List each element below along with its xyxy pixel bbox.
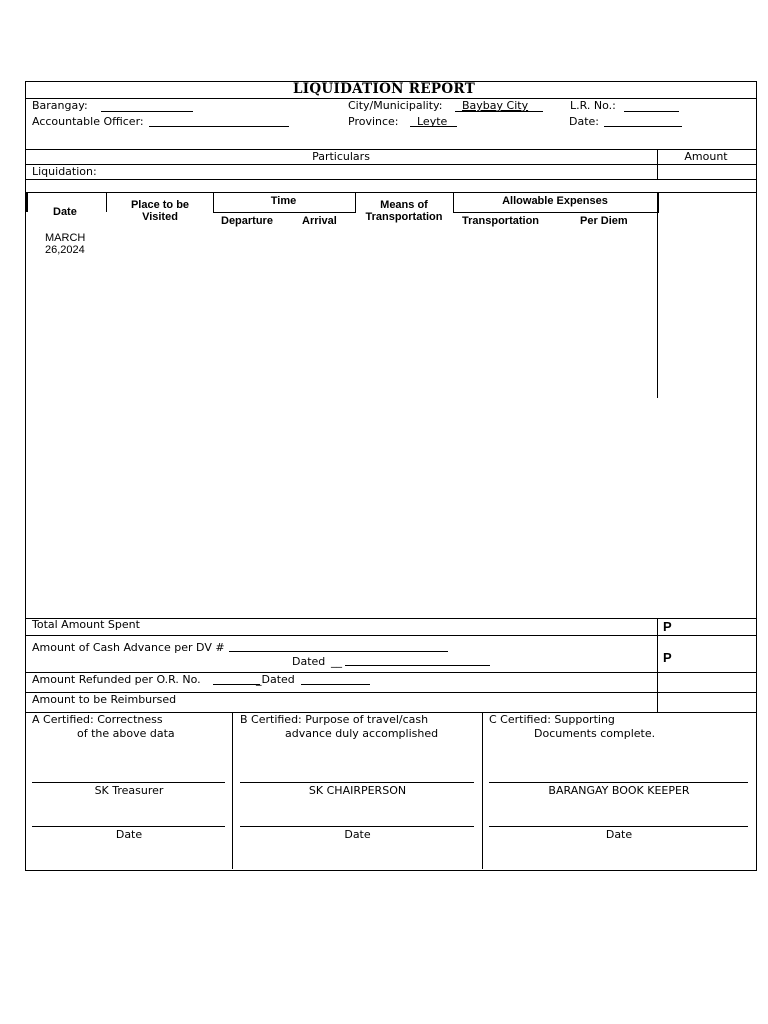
- cert-b-signature-line[interactable]: [240, 782, 474, 783]
- time-column-header: Time: [270, 195, 297, 207]
- total-spent-symbol: P: [663, 619, 672, 634]
- date-field[interactable]: [604, 126, 682, 127]
- cert-b-date-line[interactable]: [240, 826, 474, 827]
- barangay-label: Barangay:: [32, 99, 88, 112]
- date-column-header: Date: [53, 206, 77, 218]
- cash-advance-dv-field[interactable]: [229, 651, 448, 652]
- cert-divider-bc: [482, 713, 483, 869]
- barangay-field[interactable]: [101, 111, 193, 112]
- cert-c-date-label: Date: [605, 828, 633, 841]
- date-col-divider: [106, 193, 107, 212]
- means-column-header-line1: Means of: [380, 199, 428, 211]
- date-col-left-border: [26, 193, 28, 212]
- liquidation-label: Liquidation:: [32, 165, 97, 178]
- cert-b-line2: advance duly accomplished: [285, 727, 439, 740]
- cash-advance-symbol: P: [663, 650, 672, 665]
- perdiem-column-header: Per Diem: [580, 215, 628, 227]
- lr-no-label: L.R. No.:: [570, 99, 616, 112]
- particulars-heading: Particulars: [312, 150, 370, 163]
- cash-advance-dated-prefix: __: [331, 655, 342, 668]
- cash-advance-dated-label: Dated: [292, 655, 326, 668]
- cash-advance-label: Amount of Cash Advance per DV #: [32, 641, 225, 654]
- cert-a-line2: of the above data: [77, 727, 175, 740]
- particulars-header-line: [25, 164, 756, 165]
- officer-label: Accountable Officer:: [32, 115, 144, 128]
- amount-heading: Amount: [684, 150, 728, 163]
- refunded-label: Amount Refunded per O.R. No.: [32, 673, 201, 686]
- cert-c-signatory: BARANGAY BOOK KEEPER: [548, 784, 690, 797]
- cert-b-line1: B Certified: Purpose of travel/cash: [240, 713, 429, 726]
- entry-date-line2: 26,2024: [45, 244, 85, 256]
- cert-a-line1: A Certified: Correctness: [32, 713, 163, 726]
- refunded-or-field[interactable]: [213, 684, 260, 685]
- departure-column-header: Departure: [221, 215, 273, 227]
- cert-a-signature-line[interactable]: [32, 782, 225, 783]
- refunded-dated-label: _Dated: [256, 673, 295, 686]
- entry-date-line1: MARCH: [45, 232, 86, 244]
- officer-field[interactable]: [149, 126, 289, 127]
- cert-c-signature-line[interactable]: [489, 782, 748, 783]
- refunded-dated-field[interactable]: [301, 684, 370, 685]
- city-field: [455, 111, 543, 112]
- means-column-header-line2: Transportation: [365, 211, 443, 223]
- city-label: City/Municipality:: [348, 99, 443, 112]
- page-title: LIQUIDATION REPORT: [292, 81, 476, 97]
- date-label: Date:: [569, 115, 599, 128]
- cert-a-date-line[interactable]: [32, 826, 225, 827]
- cert-c-line1: C Certified: Supporting: [489, 713, 615, 726]
- total-spent-label: Total Amount Spent: [32, 618, 140, 631]
- liquidation-bottom-line: [25, 179, 756, 180]
- cert-c-line2: Documents complete.: [534, 727, 656, 740]
- allowable-column-header: Allowable Expenses: [502, 195, 608, 207]
- cert-a-date-label: Date: [115, 828, 143, 841]
- lr-no-field[interactable]: [624, 111, 679, 112]
- cert-c-date-line[interactable]: [489, 826, 748, 827]
- arrival-column-header: Arrival: [302, 215, 337, 227]
- cert-divider-ab: [232, 713, 233, 869]
- cert-b-signatory: SK CHAIRPERSON: [308, 784, 407, 797]
- province-field: [410, 126, 457, 127]
- total-spent-bottom-line: [25, 635, 756, 636]
- cert-a-signatory: SK Treasurer: [94, 784, 164, 797]
- totals-amount-divider: [657, 618, 658, 713]
- cert-b-date-label: Date: [344, 828, 371, 841]
- place-column-header-line2: Visited: [142, 211, 178, 223]
- transportation-column-header: Transportation: [462, 215, 540, 227]
- place-column-header-line1: Place to be: [130, 199, 190, 211]
- cash-advance-dated-field[interactable]: [345, 665, 490, 666]
- province-label: Province:: [348, 115, 399, 128]
- province-value[interactable]: Leyte: [417, 115, 448, 128]
- amount-column-long-divider: [657, 193, 658, 398]
- reimbursed-label: Amount to be Reimbursed: [32, 693, 177, 706]
- city-value[interactable]: Baybay City: [462, 99, 529, 112]
